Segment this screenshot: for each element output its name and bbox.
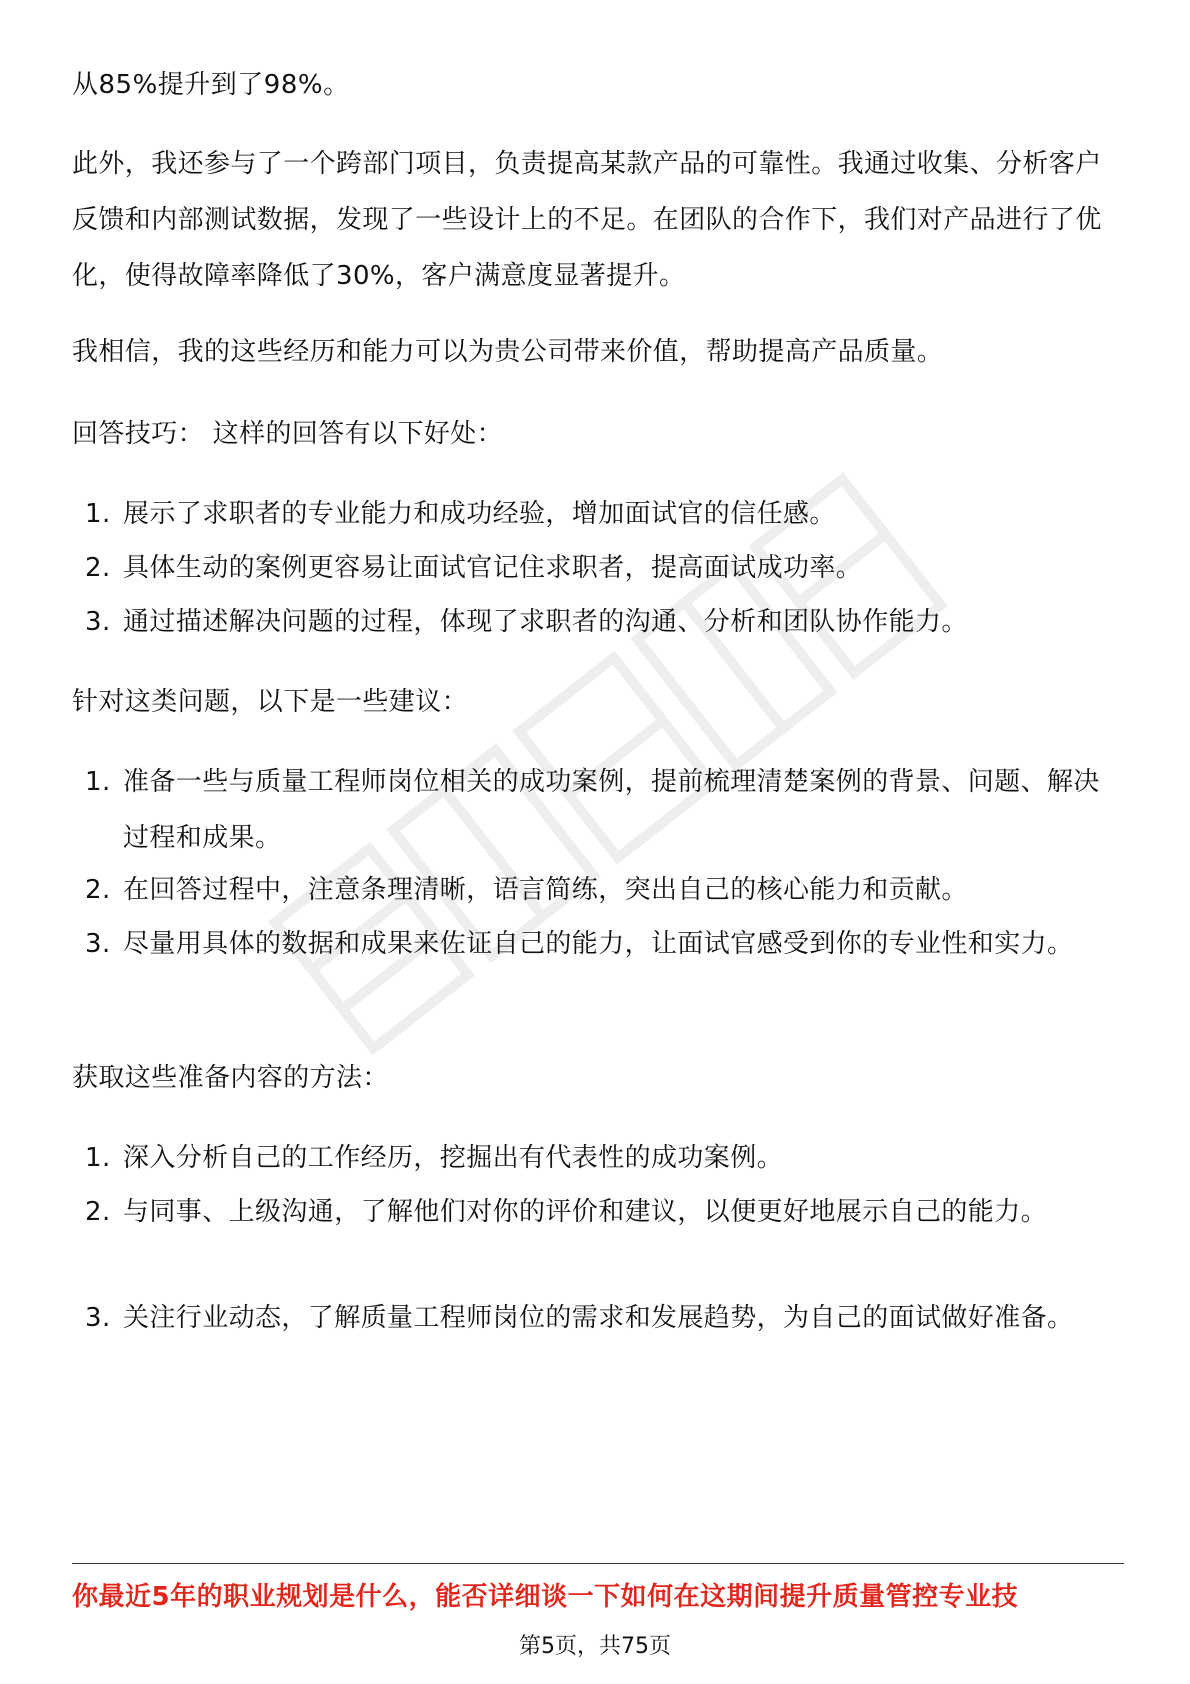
list-text: 展示了求职者的专业能力和成功经验，增加面试官的信任感。 xyxy=(123,499,836,529)
list-text: 准备一些与质量工程师岗位相关的成功案例，提前梳理清楚案例的背景、问题、解决过程和成果。 xyxy=(123,767,1100,853)
list-number: 3. xyxy=(85,607,111,637)
page-number: 第5页，共75页 xyxy=(519,1634,671,1659)
list-number: 1. xyxy=(85,499,111,529)
suggestions-heading: 针对这类问题，以下是一些建议： xyxy=(72,687,469,717)
list-number: 2. xyxy=(85,875,111,905)
next-question-title: 你最近5年的职业规划是什么，能否详细谈一下如何在这期间提升质量管控专业技 xyxy=(72,1582,1019,1612)
list-text: 尽量用具体的数据和成果来佐证自己的能力，让面试官感受到你的专业性和实力。 xyxy=(123,929,1074,959)
list-text: 关注行业动态，了解质量工程师岗位的需求和发展趋势，为自己的面试做好准备。 xyxy=(123,1303,1074,1333)
section-divider xyxy=(72,1563,1124,1564)
paragraph-belief: 我相信，我的这些经历和能力可以为贵公司带来价值，帮助提高产品质量。 xyxy=(72,337,944,367)
tips-heading: 回答技巧： 这样的回答有以下好处： xyxy=(72,419,504,449)
list-number: 2. xyxy=(85,1197,111,1227)
list-text: 在回答过程中，注意条理清晰，语言简练，突出自己的核心能力和贡献。 xyxy=(123,875,968,905)
list-number: 1. xyxy=(85,1143,111,1173)
list-text: 具体生动的案例更容易让面试官记住求职者，提高面试成功率。 xyxy=(123,553,863,583)
list-number: 2. xyxy=(85,553,111,583)
methods-heading: 获取这些准备内容的方法： xyxy=(72,1063,389,1093)
list-text: 深入分析自己的工作经历，挖掘出有代表性的成功案例。 xyxy=(123,1143,784,1173)
list-text: 与同事、上级沟通，了解他们对你的评价和建议，以便更好地展示自己的能力。 xyxy=(123,1197,1048,1227)
list-number: 3. xyxy=(85,929,111,959)
continuation-text: 从85%提升到了98%。 xyxy=(72,70,350,100)
list-text: 通过描述解决问题的过程，体现了求职者的沟通、分析和团队协作能力。 xyxy=(123,607,968,637)
paragraph-cross-department: 此外，我还参与了一个跨部门项目，负责提高某款产品的可靠性。我通过收集、分析客户反馈和内部测试数据，发现了一些设计上的不足。在团队的合作下，我们对产品进行了优化，使得故障率降低了30%，客户满意度显著提升。 xyxy=(72,149,1102,291)
list-number: 1. xyxy=(85,767,111,797)
list-number: 3. xyxy=(85,1303,111,1333)
